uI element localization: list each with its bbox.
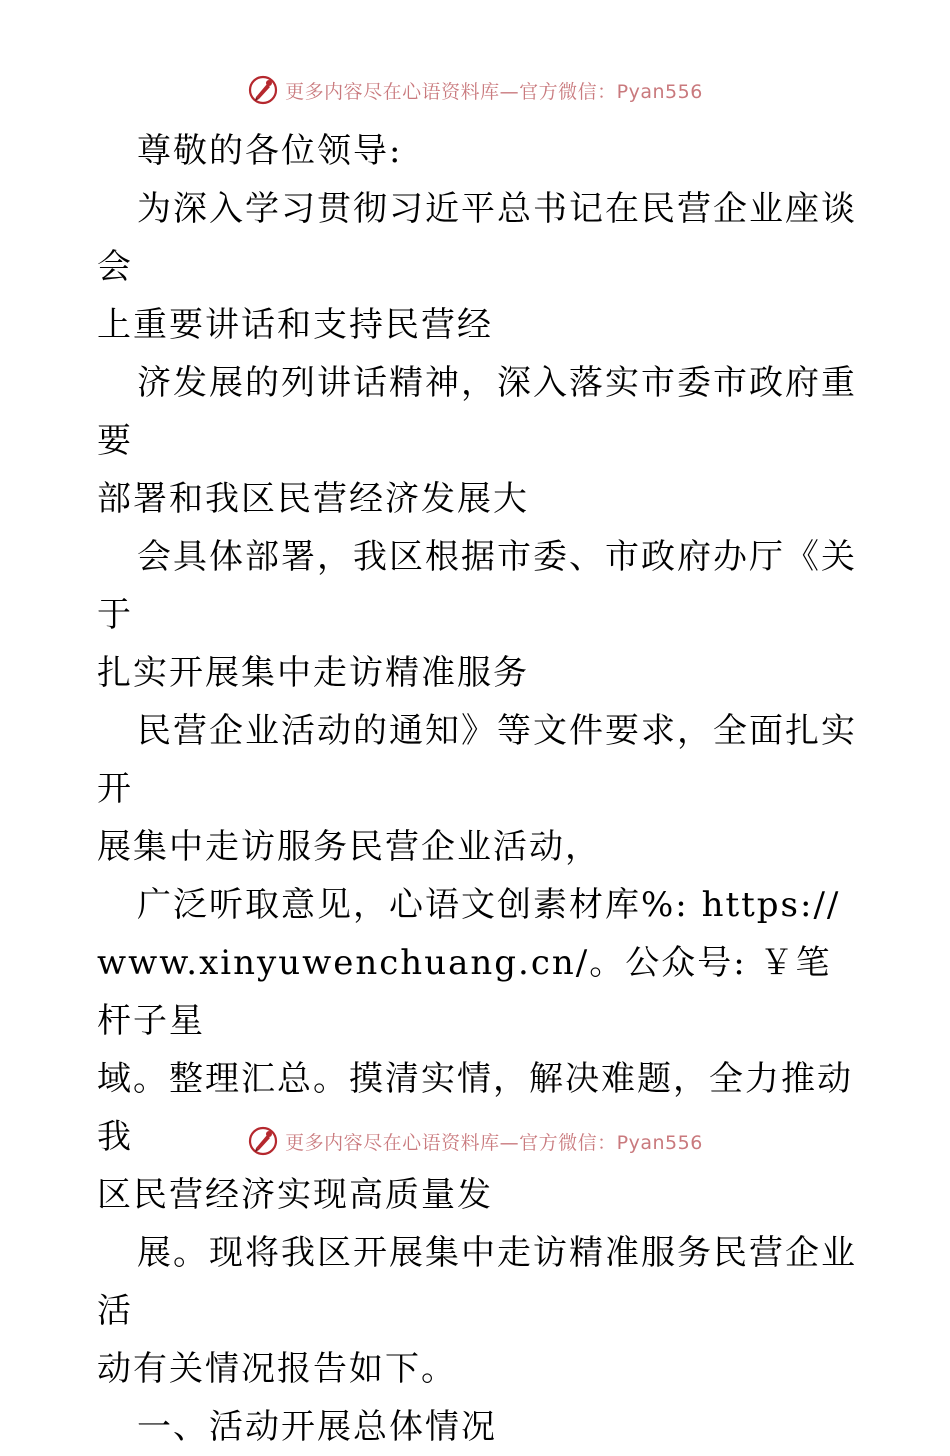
text-line: 区民营经济实现高质量发: [97, 1175, 493, 1215]
text-line: 会具体部署，我区根据市委、市政府办厅《关于: [97, 537, 857, 635]
text-line: 一、活动开展总体情况: [137, 1407, 497, 1447]
text-line: 民营企业活动的通知》等文件要求，全面扎实开: [97, 711, 857, 809]
text-line: 域。整理汇总。摸清实情，解决难题，全力推动我: [97, 1059, 853, 1157]
text-line: 广泛听取意见，心语文创素材库%: https://: [137, 885, 841, 925]
pen-logo-icon: [247, 74, 279, 106]
text-line: 部署和我区民营经济发展大: [97, 479, 529, 519]
banner-text: 更多内容尽在心语资料库—官方微信：Pyan556: [285, 80, 703, 103]
text-line: 济发展的列讲话精神，深入落实市委市政府重要: [97, 363, 857, 461]
pen-logo-icon: [247, 1125, 279, 1157]
document-body: [97, 122, 857, 1456]
text-line: 尊敬的各位领导:: [137, 131, 403, 171]
text-line: www.xinyuwenchuang.cn/。公众号: ￥笔杆子星: [97, 943, 832, 1041]
text-line: 展。现将我区开展集中走访精准服务民营企业活: [97, 1233, 857, 1331]
footer-watermark-banner: [0, 1121, 950, 1161]
banner-text: 更多内容尽在心语资料库—官方微信：Pyan556: [285, 1131, 703, 1154]
text-line: 展集中走访服务民营企业活动，: [97, 827, 601, 867]
header-watermark-banner: [0, 70, 950, 110]
text-line: 为深入学习贯彻习近平总书记在民营企业座谈会: [97, 189, 857, 287]
text-line: 动有关情况报告如下。: [97, 1349, 457, 1389]
text-line: 上重要讲话和支持民营经: [97, 305, 493, 345]
text-line: 扎实开展集中走访精准服务: [97, 653, 529, 693]
